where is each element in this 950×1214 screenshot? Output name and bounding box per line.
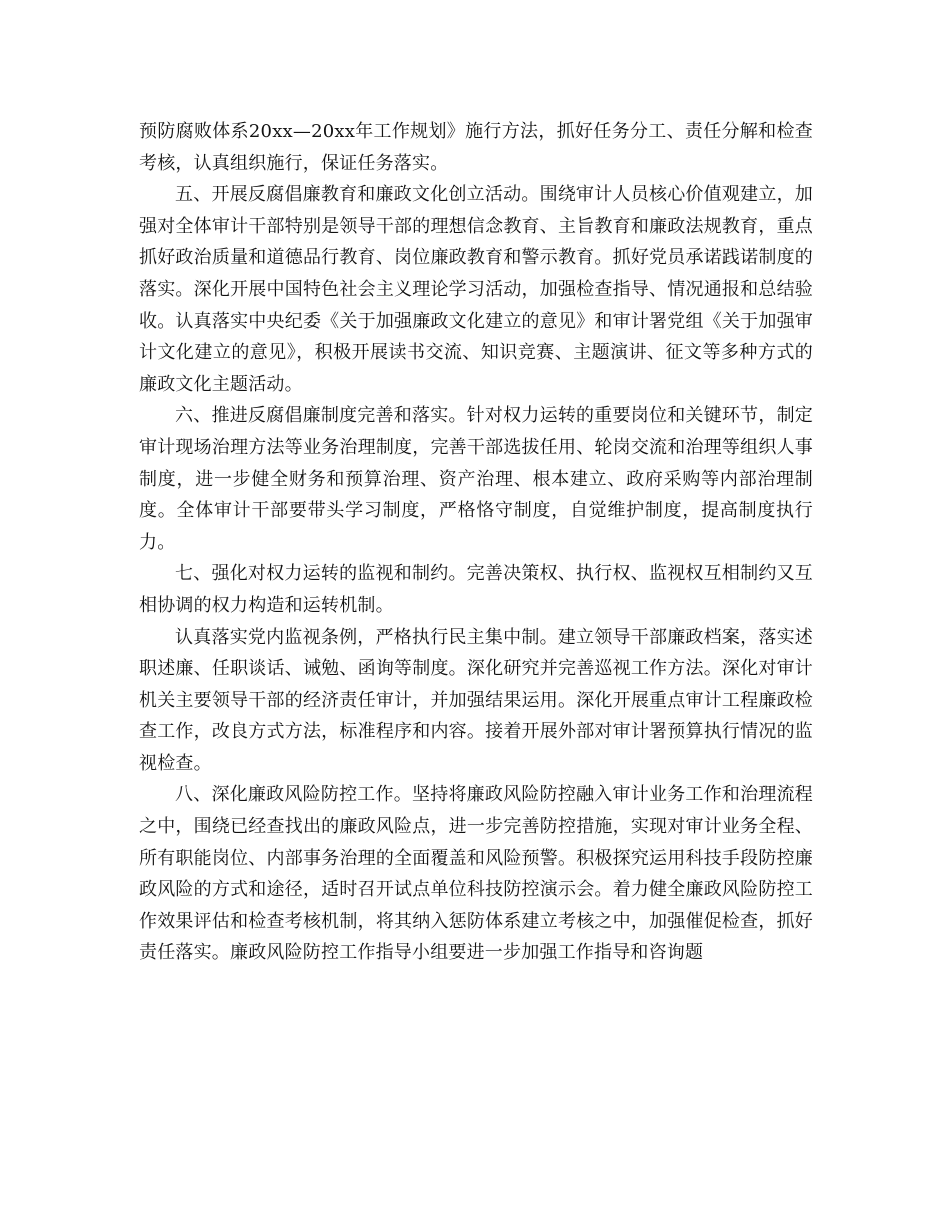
- paragraph-continuation: 预防腐败体系20xx—20xx年工作规划》施行方法，抓好任务分工、责任分解和检查考核，认真组织施行，保证任务落实。: [139, 121, 813, 174]
- paragraph-section-eight: 八、深化廉政风险防控工作。坚持将廉政风险防控融入审计业务工作和治理流程之中，围绕已经查找出的廉政风险点，进一步完善防控措施，实现对审计业务全程、所有职能岗位、内部事务治理的全面覆盖和风险预警。积极探究运用科技手段防控廉政风险的方式和途径，适时召开试点单位科技防控演示会。着力健全廉政风险防控工作效果评估和检查考核机制，将其纳入惩防体系建立考核之中，加强催促检查，抓好责任落实。廉政风险防控工作指导小组要进一步加强工作指导和咨询题: [139, 784, 813, 964]
- paragraph-section-five: 五、开展反腐倡廉教育和廉政文化创立活动。围绕审计人员核心价值观建立，加强对全体审计干部特别是领导干部的理想信念教育、主旨教育和廉政法规教育，重点抓好政治质量和道德品行教育、岗位廉政教育和警示教育。抓好党员承诺践诺制度的落实。深化开展中国特色社会主义理论学习活动，加强检查指导、情况通报和总结验收。认真落实中央纪委《关于加强廉政文化建立的意见》和审计署党组《关于加强审计文化建立的意见》，积极开展读书交流、知识竞赛、主题演讲、征文等多种方式的廉政文化主题活动。: [139, 184, 813, 395]
- paragraph-supervision-details: 认真落实党内监视条例，严格执行民主集中制。建立领导干部廉政档案，落实述职述廉、任职谈话、诫勉、函询等制度。深化研究并完善巡视工作方法。深化对审计机关主要领导干部的经济责任审计，并加强结果运用。深化开展重点审计工程廉政检查工作，改良方式方法，标准程序和内容。接着开展外部对审计署预算执行情况的监视检查。: [139, 626, 813, 774]
- paragraph-section-seven: 七、强化对权力运转的监视和制约。完善决策权、执行权、监视权互相制约又互相协调的权力构造和运转机制。: [139, 563, 813, 616]
- paragraph-section-six: 六、推进反腐倡廉制度完善和落实。针对权力运转的重要岗位和关键环节，制定审计现场治理方法等业务治理制度，完善干部选拔任用、轮岗交流和治理等组织人事制度，进一步健全财务和预算治理、资产治理、根本建立、政府采购等内部治理制度。全体审计干部要带头学习制度，严格恪守制度，自觉维护制度，提高制度执行力。: [139, 405, 813, 553]
- document-body: [139, 116, 813, 969]
